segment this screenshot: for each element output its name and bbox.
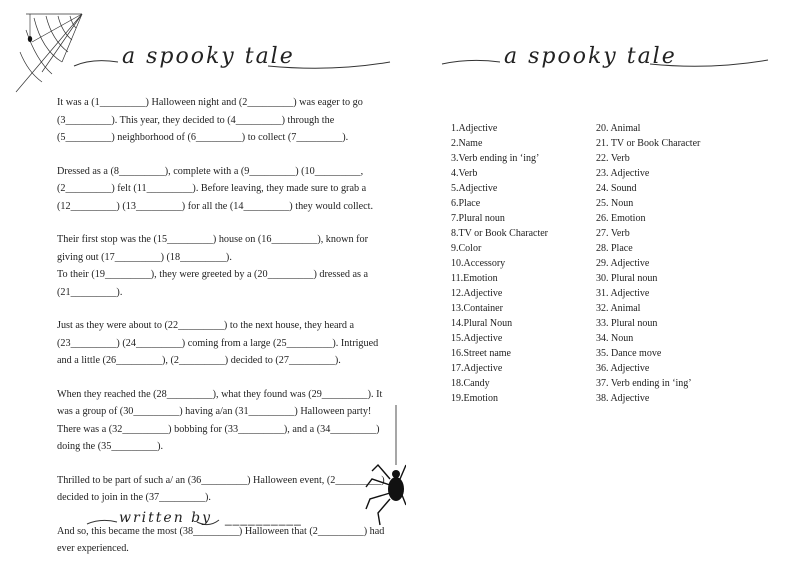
list-item: 15.Adjective [451, 333, 503, 344]
list-item: 32. Animal [596, 303, 641, 314]
list-item: 11.Emotion [451, 273, 498, 284]
list-item: 19.Emotion [451, 393, 498, 404]
list-item: 24. Sound [596, 183, 637, 194]
list-item: 3.Verb ending in ‘ing’ [451, 153, 540, 164]
list-item: 13.Container [451, 303, 503, 314]
story-paragraph-4: Just as they were about to (22_________) to the next house, they heard a (23_________) (24_________) coming from a large (25_________). Intrigued and a little (26_________), (2_________) decided to (27_________). [57, 320, 379, 366]
word-list-title [440, 40, 770, 80]
story-paragraph-2: Dressed as a (8_________), complete with a (9_________) (10_________, (2_________) felt (11_________). Before leaving, they made sure to grab a (12_________) (13_________) for all the (14_________) they would collect. [57, 165, 374, 212]
word-list-column-1 [451, 121, 601, 406]
list-item: 27. Verb [596, 228, 630, 239]
word-list-column-2 [596, 121, 776, 406]
list-item: 1.Adjective [451, 123, 498, 134]
byline-label: written by [119, 510, 213, 526]
list-item: 12.Adjective [451, 288, 503, 299]
list-item: 2.Name [451, 138, 483, 149]
list-item: 22. Verb [596, 153, 630, 164]
list-item: 18.Candy [451, 378, 490, 389]
list-item: 30. Plural noun [596, 273, 658, 284]
author-blank[interactable]: __________ [225, 512, 302, 526]
story-paragraph-5: When they reached the (28_________), what they found was (29_________). It was a group of (30_________) having a/an (31_________) Halloween party! There was a (32_________) bobbing for (33_________), and a (34_________) doing the (35_________). [57, 388, 383, 452]
story-paragraph-1: It was a (1_________) Halloween night and (2_________) was eager to go (3_________). This year, they decided to (4_________) through the (5_________) neighborhood of (6_________) to collect (7_________). [57, 97, 363, 143]
list-item: 10.Accessory [451, 258, 506, 269]
page-title: a spooky tale [122, 44, 295, 69]
list-item: 23. Adjective [596, 168, 650, 179]
list-item: 37. Verb ending in ‘ing’ [596, 378, 692, 389]
story-paragraph-7: And so, this became the most (38_________) Halloween that (2_________) had ever experienced. [57, 525, 385, 554]
list-item: 7.Plural noun [451, 213, 505, 224]
list-item: 20. Animal [596, 123, 641, 134]
list-item: 33. Plural noun [596, 318, 658, 329]
list-item: 5.Adjective [451, 183, 498, 194]
hanging-spider-icon [362, 405, 406, 535]
list-item: 34. Noun [596, 333, 634, 344]
list-item: 35. Dance move [596, 348, 662, 359]
list-item: 6.Place [451, 198, 481, 209]
list-item: 21. TV or Book Character [596, 138, 701, 149]
byline [85, 508, 335, 536]
list-item: 28. Place [596, 243, 633, 254]
list-item: 17.Adjective [451, 363, 503, 374]
list-item: 14.Plural Noun [451, 318, 513, 329]
story-title [72, 40, 392, 80]
story-text [57, 94, 387, 574]
list-item: 9.Color [451, 243, 482, 254]
list-item: 31. Adjective [596, 288, 650, 299]
list-item: 25. Noun [596, 198, 634, 209]
list-item: 38. Adjective [596, 393, 650, 404]
story-paragraph-6: Thrilled to be part of such a/ an (36_________) Halloween event, (2_________) decided to join in the (37_________). [57, 474, 385, 503]
page-title: a spooky tale [504, 44, 677, 69]
list-item: 36. Adjective [596, 363, 650, 374]
list-item: 26. Emotion [596, 213, 646, 224]
story-paragraph-3: Their first stop was the (15_________) house on (16_________), known for giving out (17_________) (18_________). To their (19_________), they were greeted by a (20_________) dressed as a (21_________). [57, 234, 369, 298]
word-list-page [410, 0, 794, 561]
list-item: 16.Street name [451, 348, 511, 359]
list-item: 4.Verb [451, 168, 478, 179]
list-item: 8.TV or Book Character [451, 228, 549, 239]
list-item: 29. Adjective [596, 258, 650, 269]
